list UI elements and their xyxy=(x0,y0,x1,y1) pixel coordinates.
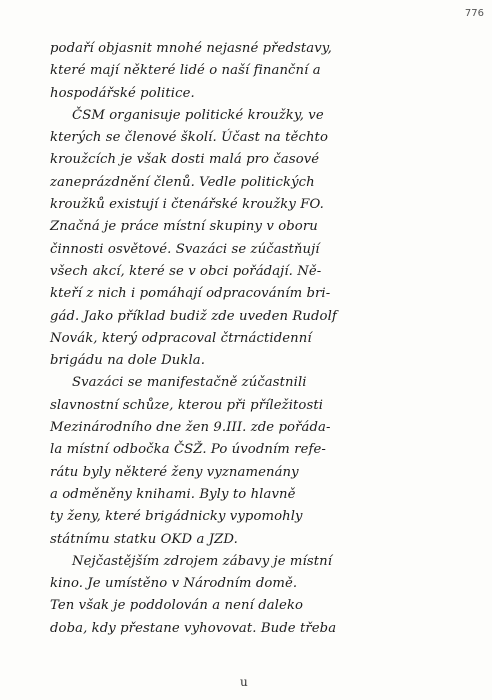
text-line: kroužků existují i čtenářské kroužky FO. xyxy=(50,197,324,213)
text-line: ČSM organisuje politické kroužky, ve xyxy=(72,107,324,123)
text-line: Svazáci se manifestačně zúčastnili xyxy=(72,375,307,391)
text-line: doba, kdy přestane vyhovovat. Bude třeba xyxy=(50,620,337,636)
text-line: a odměněny knihami. Byly to hlavně xyxy=(50,486,296,502)
text-line: Mezinárodního dne žen 9.III. zde pořáda- xyxy=(50,420,331,436)
handwritten-text-body xyxy=(50,38,470,640)
text-line: které mají některé lidé o naší finanční a xyxy=(50,63,321,79)
text-line: brigádu na dole Dukla. xyxy=(50,353,206,369)
text-line: státnímu statku OKD a JZD. xyxy=(50,531,238,547)
text-line: gád. Jako příklad budiž zde uveden Rudolf xyxy=(50,308,337,324)
text-line: kino. Je umístěno v Národním domě. xyxy=(50,576,298,592)
text-line: Značná je práce místní skupiny v oboru xyxy=(50,219,318,235)
text-line: Novák, který odpracoval čtrnáctidenní xyxy=(50,330,312,346)
text-line: zaneprázdnění členů. Vedle politických xyxy=(50,174,315,190)
text-line: hospodářské politice. xyxy=(50,85,195,101)
text-line: podaří objasnit mnohé nejasné představy, xyxy=(50,41,332,56)
text-line: všech akcí, které se v obci pořádají. Ně- xyxy=(50,263,322,279)
page-number: 776 xyxy=(464,8,484,19)
text-line: la místní odbočka ČSŽ. Po úvodním refe- xyxy=(50,442,326,458)
text-line: Ten však je poddolován a není daleko xyxy=(50,598,304,614)
bottom-mark: u xyxy=(240,675,248,689)
text-line: Nejčastějším zdrojem zábavy je místní xyxy=(72,553,333,569)
text-line: kteří z nich i pomáhají odpracováním bri- xyxy=(50,286,331,302)
text-line: ty ženy, které brigádnicky vypomohly xyxy=(50,509,303,525)
text-line: kterých se členové školí. Účast na těchto xyxy=(50,130,328,146)
text-line: kroužcích je však dosti malá pro časové xyxy=(50,152,320,168)
text-line: slavnostní schůze, kterou při příležitosti xyxy=(50,397,324,413)
text-line: rátu byly některé ženy vyznamenány xyxy=(50,464,299,480)
text-line: činnosti osvětové. Svazáci se zúčastňují xyxy=(50,241,320,257)
